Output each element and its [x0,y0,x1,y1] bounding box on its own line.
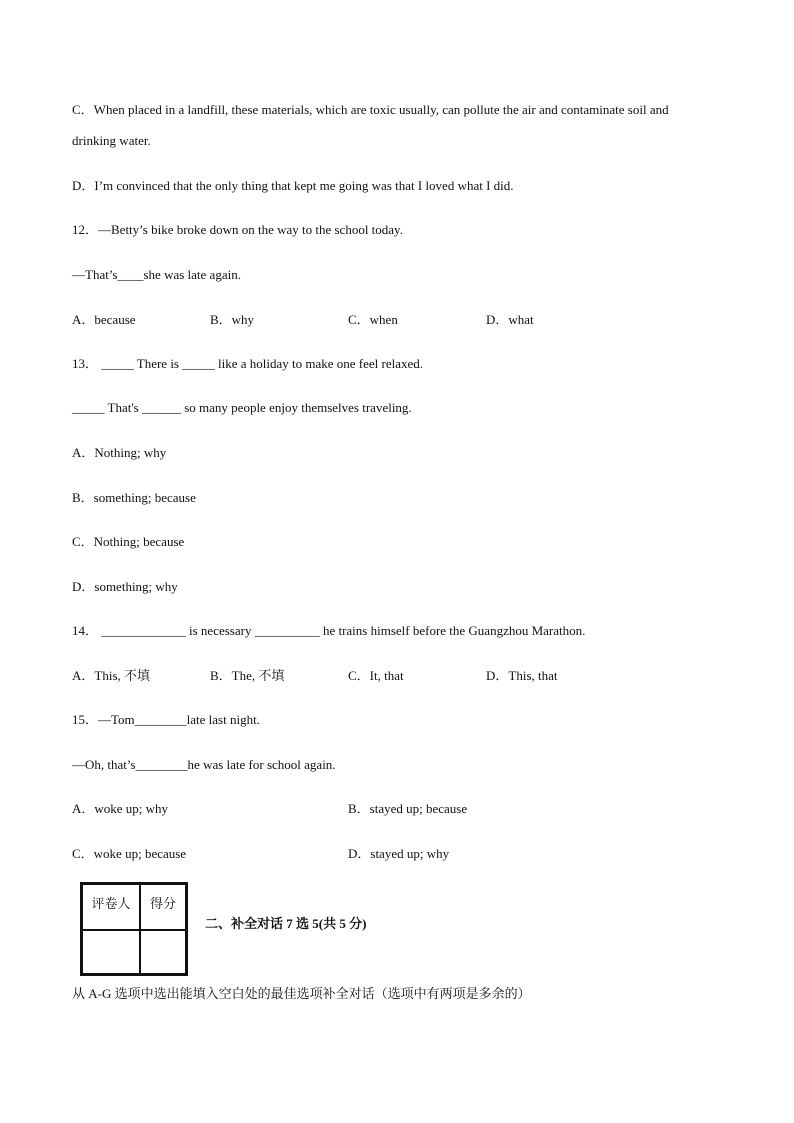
score-header-cell: 得分 [140,884,186,930]
question-11-option-c-line1: C．When placed in a landfill, these materials, which are toxic usually, can pollute the air and contaminate soil and [72,102,669,117]
question-14-option-a: A．This, 不填 [72,668,151,683]
question-15-option-c: C．woke up; because [72,846,187,861]
score-input-cell[interactable] [140,930,186,974]
question-14-option-c: C．It, that [348,668,404,683]
question-12-option-d: D．what [486,312,534,327]
question-12-stem-2: —That’s____she was late again. [72,267,241,282]
question-13-option-a: A．Nothing; why [72,445,167,460]
section-2-instruction: 从 A-G 选项中选出能填入空白处的最佳选项补全对话（选项中有两项是多余的） [72,986,531,1001]
question-15-option-b: B．stayed up; because [348,801,468,816]
question-11-option-d: D．I’m convinced that the only thing that kept me going was that I loved what I did. [72,178,514,193]
question-14-option-b: B．The, 不填 [210,668,285,683]
question-12-option-c: C．when [348,312,398,327]
question-15-option-d: D．stayed up; why [348,846,450,861]
question-12-option-a: A．because [72,312,136,327]
grader-input-cell[interactable] [82,930,140,974]
question-13-option-b: B．something; because [72,490,196,505]
question-14-option-d: D．This, that [486,668,558,683]
question-11-option-c-line2: drinking water. [72,133,151,148]
grader-header-cell: 评卷人 [82,884,140,930]
question-15-option-a: A．woke up; why [72,801,169,816]
question-13-option-d: D．something; why [72,579,178,594]
question-13-option-c: C．Nothing; because [72,534,185,549]
question-14-stem: 14． _____________ is necessary __________ he trains himself before the Guangzhou Marathon. [72,623,586,638]
question-15-stem-1: 15．—Tom________late last night. [72,712,260,727]
question-13-stem-2: _____ That's ______ so many people enjoy themselves traveling. [72,400,412,415]
question-13-stem-1: 13． _____ There is _____ like a holiday to make one feel relaxed. [72,356,424,371]
question-12-option-b: B．why [210,312,255,327]
question-15-stem-2: —Oh, that’s________he was late for school again. [72,757,336,772]
score-table [80,882,188,976]
question-12-stem-1: 12．—Betty’s bike broke down on the way to the school today. [72,222,403,237]
section-2-title: 二、补全对话 7 选 5(共 5 分) [205,916,367,931]
